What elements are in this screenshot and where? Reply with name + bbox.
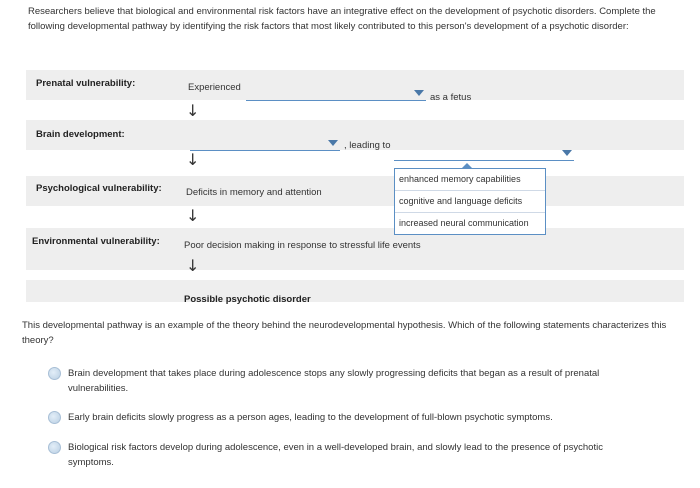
radio-button[interactable]	[48, 441, 61, 454]
radio-button[interactable]	[48, 367, 61, 380]
brain-outcome-dropdown[interactable]	[394, 146, 574, 161]
question-text: This developmental pathway is an example of the theory behind the neurodevelopmental hypothesis. Which of the following statements characterizes this theory?	[22, 320, 667, 346]
arrow-down-icon: ↓	[186, 206, 200, 225]
dropdown-option[interactable]: enhanced memory capabilities	[395, 169, 545, 191]
choice-2[interactable]	[48, 410, 668, 428]
psych-text: Deficits in memory and attention	[186, 187, 322, 198]
dropdown-option[interactable]: cognitive and language deficits	[395, 191, 545, 213]
outcome-band	[26, 280, 684, 302]
dropdown-menu	[394, 168, 546, 235]
chevron-down-icon	[328, 140, 338, 146]
radio-button[interactable]	[48, 411, 61, 424]
prenatal-text-before: Experienced	[188, 82, 241, 93]
arrow-down-icon: ↓	[186, 101, 200, 120]
arrow-down-icon: ↓	[186, 150, 200, 169]
prenatal-label: Prenatal vulnerability:	[36, 78, 136, 89]
chevron-down-icon	[562, 150, 572, 156]
dropdown-option[interactable]: increased neural communication	[399, 218, 529, 228]
chevron-down-icon	[414, 90, 424, 96]
psych-label: Psychological vulnerability:	[36, 183, 162, 194]
brain-label: Brain development:	[36, 129, 125, 140]
outcome-label: Possible psychotic disorder	[184, 294, 311, 305]
choice-1[interactable]	[48, 366, 668, 398]
choice-3[interactable]	[48, 440, 668, 472]
brain-text-middle: , leading to	[344, 140, 391, 151]
env-label: Environmental vulnerability:	[32, 236, 160, 247]
arrow-down-icon: ↓	[186, 256, 200, 275]
choice-label: Early brain deficits slowly progress as a person ages, leading to the development of full-blown psychotic symptoms.	[68, 412, 553, 423]
env-text: Poor decision making in response to stressful life events	[184, 240, 421, 251]
prenatal-text-after: as a fetus	[430, 92, 472, 103]
prenatal-dropdown[interactable]	[246, 86, 426, 101]
instructions-text: Researchers believe that biological and environmental risk factors have an integrative effect on the development of psychotic disorders. Complete the following developmental pathway by identifying the risk factors that most likely contributed to this person's development of a psychotic disorder:	[28, 6, 656, 32]
brain-dropdown[interactable]	[190, 136, 340, 151]
choice-label: Biological risk factors develop during adolescence, even in a well-developed brain, and slowly lead to the presence of psychotic symptoms.	[68, 442, 603, 468]
choice-label: Brain development that takes place during adolescence stops any slowly progressing deficits that began as a result of prenatal vulnerabilities.	[68, 368, 600, 394]
dropdown-pointer	[461, 163, 473, 169]
